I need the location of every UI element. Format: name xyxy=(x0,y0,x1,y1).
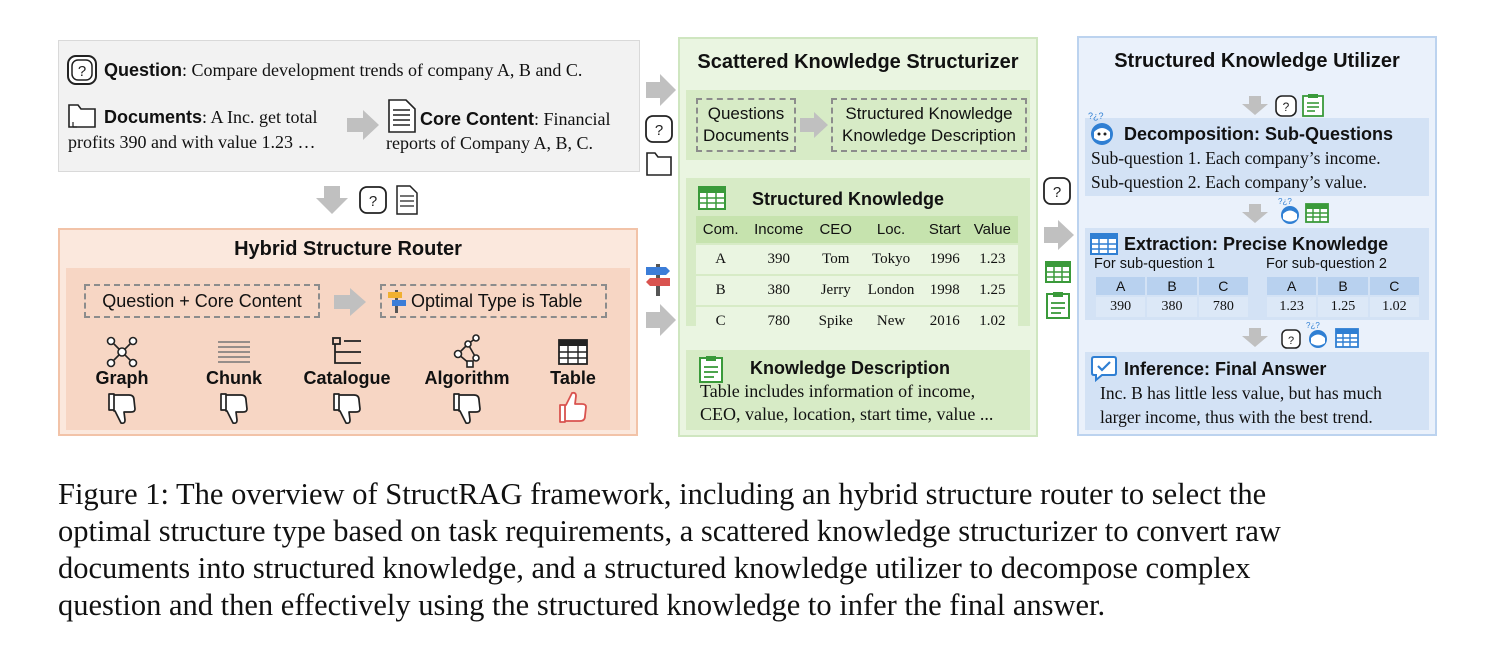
table-header: Income xyxy=(745,216,812,243)
table-icon xyxy=(1044,260,1072,284)
table-cell: A xyxy=(715,251,727,267)
caption-line-1: Figure 1: The overview of StructRAG framework, including an hybrid structure router to select the xyxy=(58,477,1267,511)
arrow-right-icon xyxy=(345,108,381,142)
structurizer-input xyxy=(696,103,796,147)
type-algorithm-label: Algorithm xyxy=(424,368,510,388)
question-icon xyxy=(1280,328,1302,350)
knowledge-description-label: Knowledge Description xyxy=(842,126,1016,145)
kd-line-2: CEO, value, location, start time, value ... xyxy=(700,404,994,424)
table-header-row xyxy=(1096,277,1248,295)
arrow-right-icon xyxy=(1042,218,1076,252)
table-icon xyxy=(557,338,589,366)
table-cell: 390 xyxy=(767,251,790,267)
svg-text:?: ? xyxy=(1052,184,1062,201)
question-icon xyxy=(1042,176,1072,206)
type-catalogue-label: Catalogue xyxy=(303,368,391,388)
decomposition-title: Decomposition: Sub-Questions xyxy=(1124,124,1394,144)
table-cell: 1.23 xyxy=(1267,297,1316,317)
table-cell: 780 xyxy=(1199,297,1248,317)
table-row xyxy=(696,245,1018,274)
question-icon xyxy=(644,114,674,144)
table-cell: 1.02 xyxy=(979,313,1006,329)
svg-text:?¿?: ?¿? xyxy=(1088,111,1104,121)
thumb-down-icon xyxy=(217,390,251,426)
question-text: : Compare development trends of company A, B and C. xyxy=(182,60,583,80)
caption-line-3: documents into structured knowledge, and a structured knowledge utilizer to decompose complex xyxy=(58,551,1251,585)
type-graph-label: Graph xyxy=(95,368,149,388)
sub-question-2: Sub-question 2. Each company’s value. xyxy=(1091,172,1368,192)
table-cell: 1.23 xyxy=(979,251,1006,267)
documents-text-1: : A Inc. get total xyxy=(202,107,318,127)
table-cell: 2016 xyxy=(929,313,960,329)
table-cell: New xyxy=(876,313,906,329)
caption-line-4: question and then effectively using the structured knowledge to infer the final answer. xyxy=(58,588,1106,622)
answer-line-2: larger income, thus with the best trend. xyxy=(1100,407,1373,427)
router-input-label: Question + Core Content xyxy=(102,291,302,311)
svg-text:?¿?: ?¿? xyxy=(1278,197,1292,206)
question-icon xyxy=(358,185,388,215)
arrow-right-icon xyxy=(332,286,368,318)
core-label: Core Content xyxy=(420,109,534,129)
table-cell: 780 xyxy=(767,313,790,329)
svg-text:?¿?: ?¿? xyxy=(1306,321,1320,330)
sub-question-1: Sub-question 1. Each company’s income. xyxy=(1091,148,1381,168)
figure-caption xyxy=(58,476,1448,624)
svg-text:?: ? xyxy=(368,193,378,210)
table-cell: 1996 xyxy=(929,251,960,267)
core-text-2: reports of Company A, B, C. xyxy=(386,133,593,153)
svg-text:?: ? xyxy=(77,63,87,80)
question-label: Question xyxy=(104,60,183,80)
document-icon xyxy=(394,184,420,216)
extraction-title: Extraction: Precise Knowledge xyxy=(1124,234,1389,254)
clipboard-icon xyxy=(697,354,725,384)
thumb-down-icon xyxy=(330,390,364,426)
table-header: A xyxy=(1267,277,1316,295)
algorithm-icon xyxy=(450,334,484,370)
documents-text-2: profits 390 and with value 1.23 … xyxy=(68,132,316,152)
core-text-1: : Financial xyxy=(534,109,611,129)
arrow-down-icon xyxy=(1240,326,1270,348)
table-icon xyxy=(697,185,727,211)
table-icon xyxy=(1334,327,1360,349)
documents-label: Documents xyxy=(703,126,789,145)
type-table-label: Table xyxy=(550,368,596,388)
table-cell: 380 xyxy=(767,282,790,298)
table-cell: Jerry xyxy=(820,282,851,298)
document-icon xyxy=(386,98,418,134)
check-message-icon xyxy=(1090,354,1118,382)
graph-icon xyxy=(105,335,139,369)
table-cell: 390 xyxy=(1096,297,1145,317)
table-row xyxy=(696,307,1018,336)
arrow-right-icon xyxy=(644,302,678,338)
table-header: Com. xyxy=(696,216,745,243)
table-header: Value xyxy=(967,216,1018,243)
question-icon xyxy=(1274,94,1298,118)
structured-knowledge-title: Structured Knowledge xyxy=(752,189,945,209)
svg-text:?: ? xyxy=(654,122,664,139)
table-row xyxy=(1096,297,1248,317)
arrow-right-icon xyxy=(644,72,678,108)
table-header: A xyxy=(1096,277,1145,295)
signpost-icon xyxy=(386,288,408,314)
table-cell: London xyxy=(867,282,915,298)
utilizer-title: Structured Knowledge Utilizer xyxy=(1114,50,1400,72)
table-cell: Tom xyxy=(822,251,850,267)
core-line xyxy=(420,109,610,130)
thinking-person-icon xyxy=(1276,196,1304,226)
table-row xyxy=(696,276,1018,305)
table-cell: 1.02 xyxy=(1370,297,1419,317)
question-icon xyxy=(66,54,98,86)
svg-text:?: ? xyxy=(1282,100,1290,114)
signpost-icon xyxy=(642,262,674,298)
clipboard-icon xyxy=(1301,92,1325,118)
thumb-down-icon xyxy=(450,390,484,426)
for-sub-question-1: For sub-question 1 xyxy=(1094,256,1215,272)
table-cell: 1998 xyxy=(929,282,960,298)
chunk-icon xyxy=(216,338,252,366)
router-output-label: Optimal Type is Table xyxy=(411,291,583,311)
table-header: CEO xyxy=(812,216,859,243)
structured-knowledge-label: Structured Knowledge xyxy=(845,104,1013,123)
table-cell: Tokyo xyxy=(871,251,911,267)
question-line xyxy=(104,60,582,81)
router-title: Hybrid Structure Router xyxy=(234,238,462,260)
svg-text:?: ? xyxy=(1287,335,1295,347)
catalogue-icon xyxy=(330,335,364,369)
thinking-person-icon xyxy=(1304,320,1332,350)
table-header-row xyxy=(696,216,1018,243)
folder-icon xyxy=(66,100,98,130)
arrow-down-icon xyxy=(1240,202,1270,224)
documents-line xyxy=(104,107,318,128)
table-header: B xyxy=(1318,277,1367,295)
clipboard-icon xyxy=(1045,290,1071,320)
table-icon xyxy=(1089,232,1119,256)
knowledge-description-title: Knowledge Description xyxy=(750,358,951,378)
thinking-person-icon xyxy=(1086,110,1120,148)
table-header: C xyxy=(1199,277,1248,295)
structurizer-output xyxy=(831,103,1027,147)
mini-table-1 xyxy=(1094,275,1250,319)
caption-line-2: optimal structure type based on task requirements, a scattered knowledge structurizer to convert raw xyxy=(58,514,1281,548)
type-chunk-label: Chunk xyxy=(206,368,262,388)
answer-line-1: Inc. B has little less value, but has much xyxy=(1100,383,1382,403)
table-header-row xyxy=(1267,277,1419,295)
for-sub-question-2: For sub-question 2 xyxy=(1266,256,1387,272)
arrow-down-icon xyxy=(1240,94,1270,116)
mini-table-2 xyxy=(1265,275,1421,319)
folder-icon xyxy=(644,148,674,178)
table-header: C xyxy=(1370,277,1419,295)
inference-title: Inference: Final Answer xyxy=(1124,359,1327,379)
structurizer-title: Scattered Knowledge Structurizer xyxy=(697,51,1019,73)
table-header: Loc. xyxy=(859,216,922,243)
table-cell: 1.25 xyxy=(979,282,1006,298)
knowledge-table xyxy=(696,214,1018,338)
table-cell: 380 xyxy=(1147,297,1196,317)
table-row xyxy=(1267,297,1419,317)
table-cell: C xyxy=(715,313,726,329)
arrow-down-icon xyxy=(314,184,350,216)
thumb-up-icon xyxy=(556,389,590,427)
documents-label: Documents xyxy=(104,107,203,127)
kd-line-1: Table includes information of income, xyxy=(700,381,976,401)
table-cell: Spike xyxy=(818,313,853,329)
table-cell: 1.25 xyxy=(1318,297,1367,317)
table-icon xyxy=(1304,202,1330,224)
table-cell: B xyxy=(715,282,726,298)
table-header: Start xyxy=(923,216,967,243)
arrow-right-icon xyxy=(798,110,830,140)
thumb-down-icon xyxy=(105,390,139,426)
table-header: B xyxy=(1147,277,1196,295)
questions-label: Questions xyxy=(707,104,785,123)
